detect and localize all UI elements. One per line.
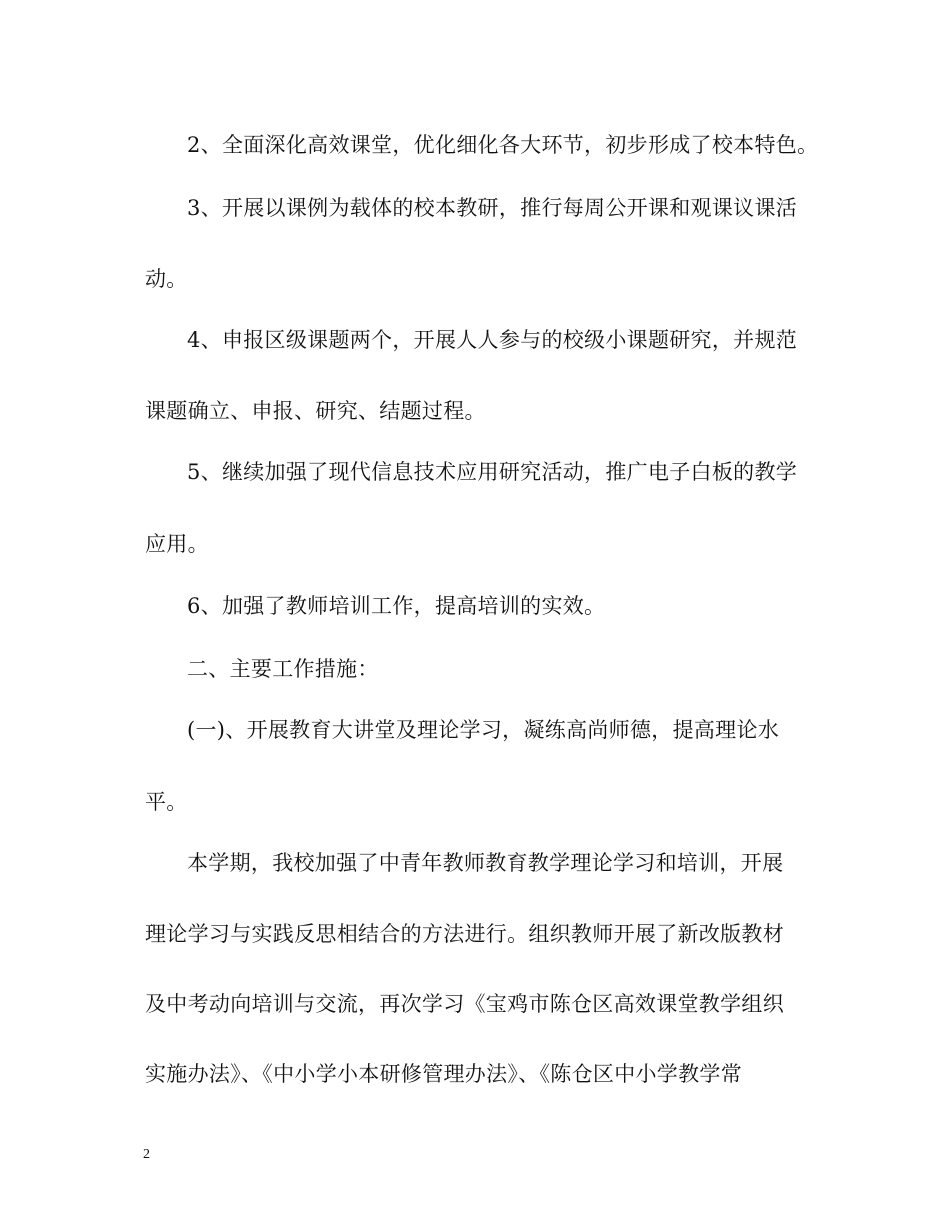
paragraph-line: 4、申报区级课题两个，开展人人参与的校级小课题研究，并规范 [187,328,798,352]
paragraph-line: 3、开展以课例为载体的校本教研，推行每周公开课和观课议课活 [187,196,798,220]
section-heading: 二、主要工作措施： [187,657,379,681]
page-number: 2 [143,1147,150,1162]
subsection-heading: (一)、开展教育大讲堂及理论学习，凝练高尚师德，提高理论水 [187,718,780,742]
paragraph-line: 2、全面深化高效课堂，优化细化各大环节，初步形成了校本特色。 [187,133,819,157]
paragraph-line: 理论学习与实践反思相结合的方法进行。组织教师开展了新改版教材 [145,922,784,946]
paragraph-line: 动。 [145,267,188,291]
paragraph-line: 5、继续加强了现代信息技术应用研究活动，推广电子白板的教学 [187,460,798,484]
paragraph-line: 本学期，我校加强了中青年教师教育教学理论学习和培训，开展 [187,851,784,875]
paragraph-line: 及中考动向培训与交流，再次学习《宝鸡市陈仓区高效课堂教学组织 [145,992,784,1016]
paragraph-line: 应用。 [145,532,209,556]
paragraph-line: 实施办法》、《中小学小本研修管理办法》、《陈仓区中小学教学常 [145,1062,742,1086]
paragraph-line: 平。 [145,790,188,814]
paragraph-line: 课题确立、申报、研究、结题过程。 [145,399,486,423]
paragraph-line: 6、加强了教师培训工作，提高培训的实效。 [187,594,606,618]
